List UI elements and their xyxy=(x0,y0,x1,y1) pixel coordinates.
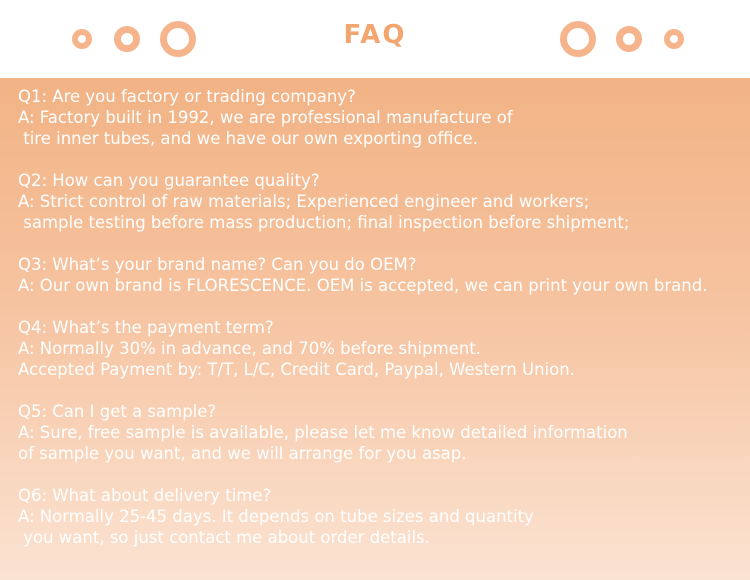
faq-answer-line: sample testing before mass production; final inspection before shipment; xyxy=(18,213,630,232)
decor-circle-small-right-icon xyxy=(664,29,684,49)
faq-answer-line: A: Normally 30% in advance, and 70% before shipment. xyxy=(18,339,481,358)
page-title: FAQ xyxy=(343,20,407,50)
faq-question: Q2: How can you guarantee quality? xyxy=(18,171,320,190)
faq-question: Q4: What’s the payment term? xyxy=(18,318,274,337)
faq-question: Q5: Can I get a sample? xyxy=(18,402,217,421)
faq-answer-line: Accepted Payment by: T/T, L/C, Credit Card, Paypal, Western Union. xyxy=(18,360,575,379)
faq-panel xyxy=(0,78,750,580)
faq-answer-line: of sample you want, and we will arrange for you asap. xyxy=(18,444,467,463)
faq-item-2 xyxy=(18,170,750,233)
faq-answer-line: A: Our own brand is FLORESCENCE. OEM is accepted, we can print your own brand. xyxy=(18,276,708,295)
faq-question: Q3: What’s your brand name? Can you do OEM? xyxy=(18,255,417,274)
faq-answer-line: tire inner tubes, and we have our own exporting office. xyxy=(18,129,478,148)
header xyxy=(0,0,750,78)
faq-question: Q1: Are you factory or trading company? xyxy=(18,87,356,106)
faq-item-3 xyxy=(18,254,750,296)
faq-answer-line: A: Strict control of raw materials; Experienced engineer and workers; xyxy=(18,192,590,211)
decor-circle-medium-right-icon xyxy=(616,26,642,52)
faq-question: Q6: What about delivery time? xyxy=(18,486,272,505)
faq-item-1 xyxy=(18,86,750,149)
faq-answer-line: A: Normally 25-45 days. It depends on tube sizes and quantity xyxy=(18,507,534,526)
decor-circle-large-right-icon xyxy=(560,21,596,57)
faq-answer-line: you want, so just contact me about order details. xyxy=(18,528,430,547)
faq-item-5 xyxy=(18,401,750,464)
faq-item-4 xyxy=(18,317,750,380)
faq-answer-line: A: Factory built in 1992, we are professional manufacture of xyxy=(18,108,513,127)
faq-list xyxy=(18,86,750,569)
faq-answer-line: A: Sure, free sample is available, please let me know detailed information xyxy=(18,423,628,442)
faq-item-6 xyxy=(18,485,750,548)
